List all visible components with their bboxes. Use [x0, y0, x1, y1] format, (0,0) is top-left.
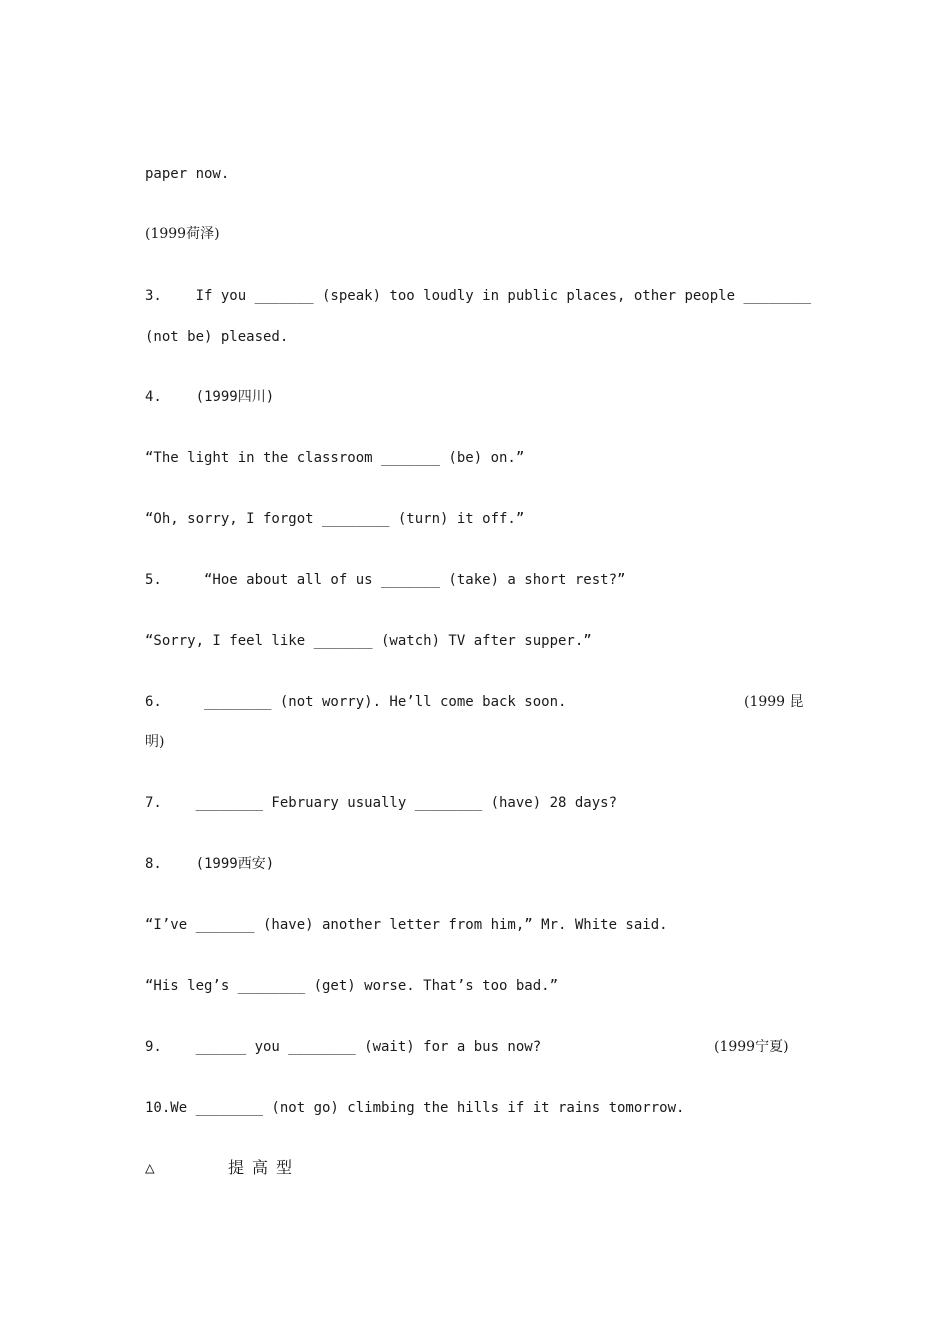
- question-8-source: 8. (1999西安): [145, 856, 275, 872]
- question-3-line-2: (not be) pleased.: [145, 329, 289, 345]
- question-3-line-1: 3. If you _______ (speak) too loudly in public places, other people ________: [145, 288, 811, 304]
- question-9: 9. ______ you ________ (wait) for a bus now?: [145, 1039, 542, 1055]
- question-9-source: (1999宁夏): [714, 1039, 789, 1055]
- question-5-line-2: “Sorry, I feel like _______ (watch) TV after supper.”: [145, 633, 592, 649]
- question-6-source: (1999 昆: [744, 694, 804, 710]
- section-heading: 提高型: [228, 1158, 301, 1177]
- question-6-line-2: 明): [145, 734, 165, 750]
- question-4-line-1: “The light in the classroom _______ (be) on.”: [145, 450, 525, 466]
- question-8-line-1: “I’ve _______ (have) another letter from him,” Mr. White said.: [145, 917, 668, 933]
- text-line-paper-now: paper now.: [145, 166, 230, 182]
- question-4-line-2: “Oh, sorry, I forgot ________ (turn) it off.”: [145, 511, 525, 527]
- question-7: 7. ________ February usually ________ (have) 28 days?: [145, 795, 618, 811]
- triangle-icon: △: [145, 1158, 155, 1177]
- question-8-line-2: “His leg’s ________ (get) worse. That’s too bad.”: [145, 978, 559, 994]
- question-10: 10.We ________ (not go) climbing the hills if it rains tomorrow.: [145, 1100, 685, 1116]
- source-heze: (1999荷泽): [145, 226, 220, 242]
- question-4-source: 4. (1999四川): [145, 389, 275, 405]
- question-6-line-1: 6. ________ (not worry). He’ll come back soon.: [145, 694, 567, 710]
- question-5-line-1: 5. “Hoe about all of us _______ (take) a short rest?”: [145, 572, 626, 588]
